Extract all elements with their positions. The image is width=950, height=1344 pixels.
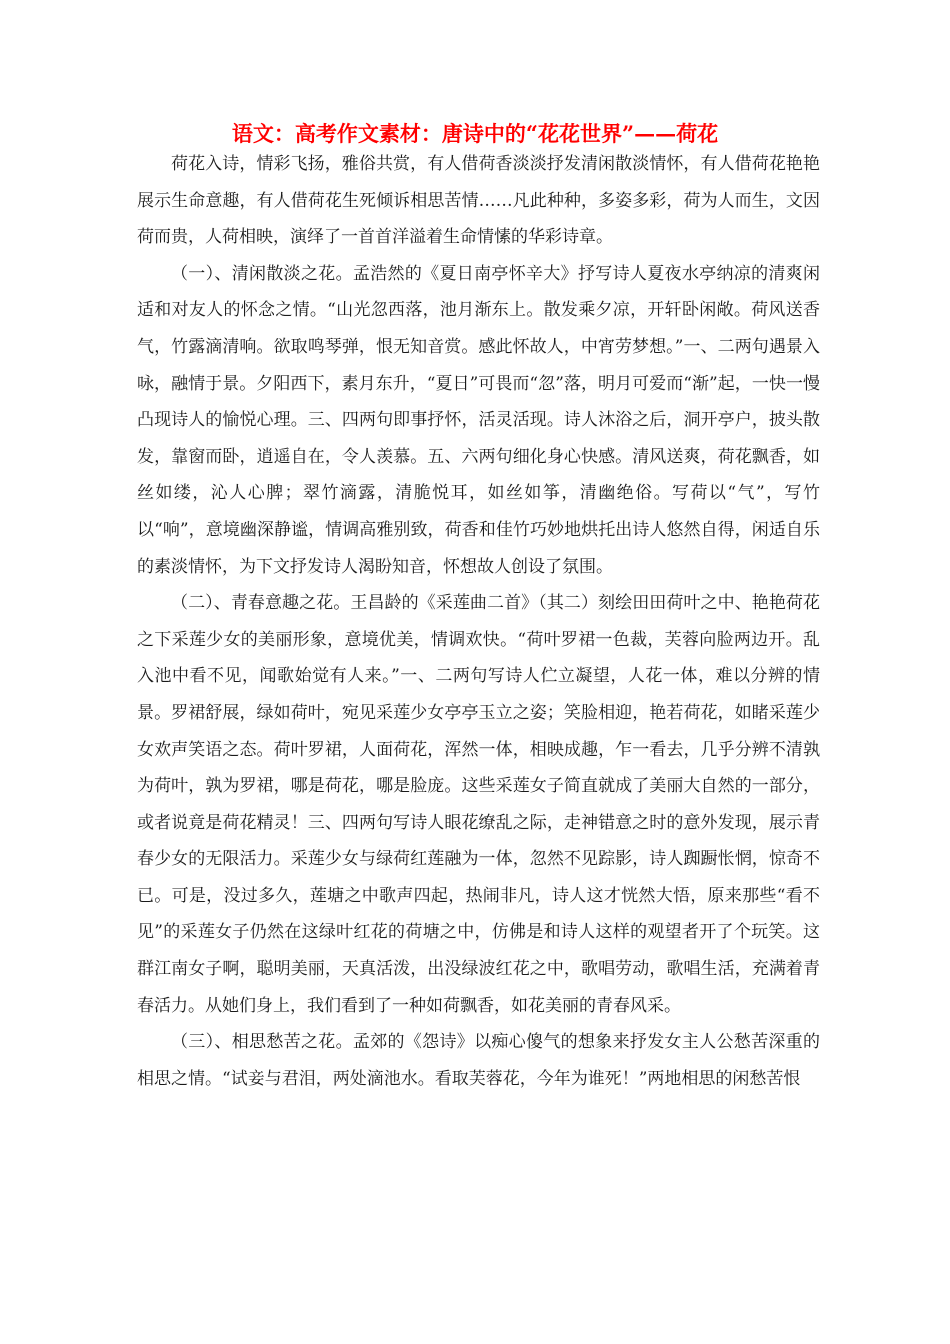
paragraph-section-3: （三）、相思愁苦之花。孟郊的《怨诗》以痴心傻气的想象来抒发女主人公愁苦深重的相思之情。“试妾与君泪，两处滴池水。看取芙蓉花，今年为谁死！”两地相思的闲愁苦恨 xyxy=(137,1032,820,1089)
paragraph-section-2: （二）、青春意趣之花。王昌龄的《采莲曲二首》（其二）刻绘田田荷叶之中、艳艳荷花之下采莲少女的美丽形象，意境优美，情调欢快。“荷叶罗裙一色裁，芙蓉向脸两边开。乱入池中看不见，闻歌始觉有人来。”一、二两句写诗人伫立凝望，人花一体，难以分辨的情景。罗裙舒展，绿如荷叶，宛见采莲少女亭亭玉立之姿；笑脸相迎，艳若荷花，如睹采莲少女欢声笑语之态。荷叶罗裙，人面荷花，浑然一体，相映成趣，乍一看去，几乎分辨不清孰为荷叶，孰为罗裙，哪是荷花，哪是脸庞。这些采莲女子简直就成了美丽大自然的一部分，或者说竟是荷花精灵！三、四两句写诗人眼花缭乱之际，走神错意之时的意外发现，展示青春少女的无限活力。采莲少女与绿荷红莲融为一体，忽然不见踪影，诗人踟蹰怅惘，惊奇不已。可是，没过多久，莲塘之中歌声四起，热闹非凡，诗人这才恍然大悟，原来那些“看不见”的采莲女子仍然在这绿叶红花的荷塘之中，仿佛是和诗人这样的观望者开了个玩笑。这群江南女子啊，聪明美丽，天真活泼，出没绿波红花之中，歌唱劳动，歌唱生活，充满着青春活力。从她们身上，我们看到了一种如荷飘香，如花美丽的青春风采。 xyxy=(137,593,820,1016)
paragraph-section-1: （一）、清闲散淡之花。孟浩然的《夏日南亭怀辛大》抒写诗人夏夜水亭纳凉的清爽闲适和对友人的怀念之情。“山光忽西落，池月渐东上。散发乘夕凉，开轩卧闲敞。荷风送香气，竹露滴清响。欲取鸣琴弹，恨无知音赏。感此怀故人，中宵劳梦想。”一、二两句遇景入咏，融情于景。夕阳西下，素月东升，“夏日”可畏而“忽”落，明月可爱而“渐”起，一快一慢凸现诗人的愉悦心理。三、四两句即事抒怀，活灵活现。诗人沐浴之后，洞开亭户，披头散发，靠窗而卧，逍遥自在，令人羡慕。五、六两句细化身心快感。清风送爽，荷花飘香，如丝如缕，沁人心脾；翠竹滴露，清脆悦耳，如丝如筝，清幽绝俗。写荷以“气”，写竹以“响”，意境幽深静谧，情调高雅别致，荷香和佳竹巧妙地烘托出诗人悠然自得，闲适自乐的素淡情怀，为下文抒发诗人渴盼知音，怀想故人创设了氛围。 xyxy=(137,263,820,577)
paragraph-intro: 荷花入诗，情彩飞扬，雅俗共赏，有人借荷香淡淡抒发清闲散淡情怀，有人借荷花艳艳展示生命意趣，有人借荷花生死倾诉相思苦情……凡此种种，多姿多彩，荷为人而生，文因荷而贵，人荷相映，演绎了一首首洋溢着生命情愫的华彩诗章。 xyxy=(137,154,820,248)
document-body xyxy=(137,146,820,1097)
document-title: 语文：高考作文素材：唐诗中的“花花世界”——荷花 xyxy=(231,121,719,146)
